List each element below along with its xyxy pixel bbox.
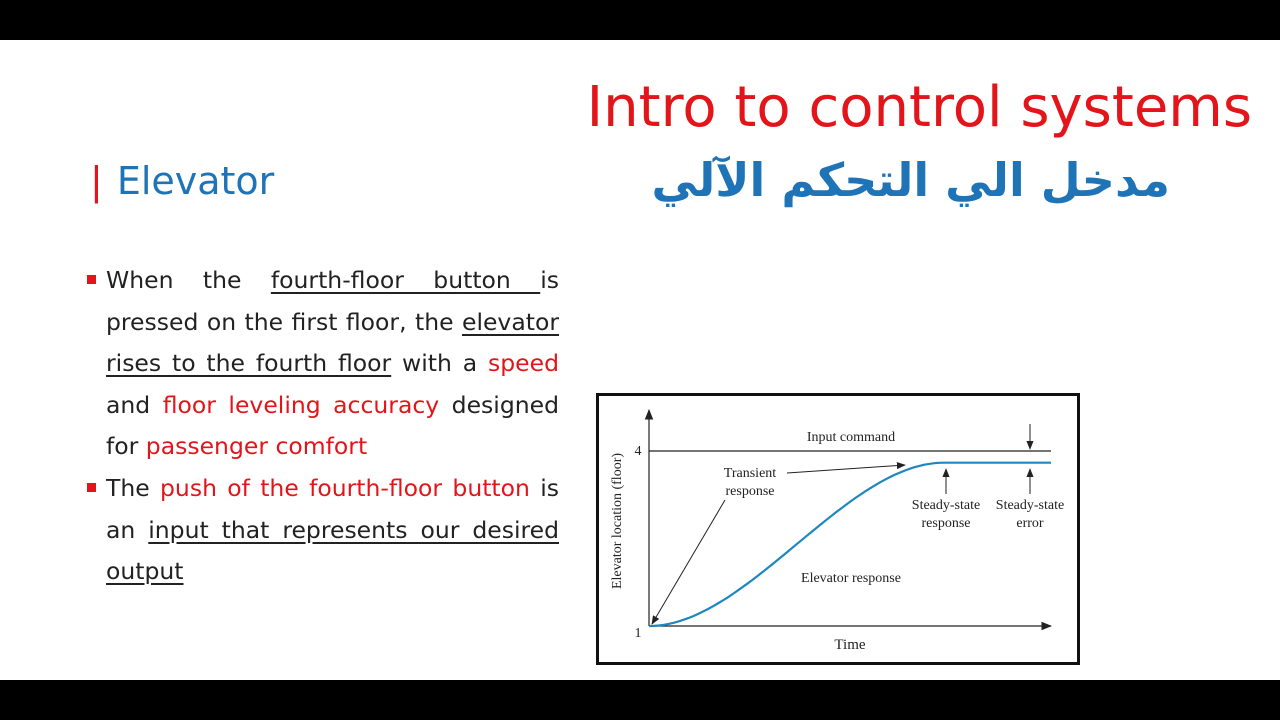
y-tick-4: 4 <box>634 444 642 459</box>
y-tick-1: 1 <box>634 626 642 641</box>
bullet-text-segment: speed <box>488 349 559 378</box>
response-chart <box>599 396 1077 662</box>
steady-state-error-line2: error <box>1016 516 1044 531</box>
x-axis-label: Time <box>834 637 866 653</box>
y-axis-label: Elevator location (floor) <box>610 452 625 590</box>
elevator-response-figure <box>596 393 1080 665</box>
slide <box>0 40 1280 680</box>
input-command-label: Input command <box>806 430 896 445</box>
section-heading <box>90 158 274 204</box>
steady-state-error-line1: Steady-state <box>995 498 1065 513</box>
bullet-item <box>86 468 559 593</box>
elevator-response-curve <box>649 463 1051 626</box>
bullet-item <box>86 260 559 468</box>
bullet-text-segment: fourth-floor button <box>270 266 541 294</box>
elevator-response-label: Elevator response <box>801 571 901 586</box>
bullet-text-segment: designed for <box>106 390 559 461</box>
bullet-text-segment: input that represents our desired output <box>106 515 559 586</box>
bullet-text-segment: is an <box>106 473 559 544</box>
transient-label-line1: Transient <box>723 466 777 481</box>
bullet-text-segment: and <box>106 390 163 419</box>
bullet-text-segment: The <box>106 473 161 502</box>
bullet-square-icon <box>87 483 96 492</box>
bullet-text-segment: is pressed on the first floor, the <box>106 266 559 336</box>
bullet-text-segment: passenger comfort <box>145 432 368 461</box>
bullet-text-segment: When the <box>106 266 271 294</box>
section-heading-text: Elevator <box>116 159 275 203</box>
bullet-text-segment: with a <box>391 349 488 378</box>
bullet-list <box>86 260 559 593</box>
transient-label-line2: response <box>725 484 775 499</box>
bullet-text-segment: elevator rises to the fourth floor <box>106 307 559 378</box>
slide-title-arabic: مدخل الي التحكم الآلي <box>651 153 1170 207</box>
bullet-text-segment: floor leveling accuracy <box>162 390 440 419</box>
steady-state-response-line2: response <box>921 516 971 531</box>
accent-bar-icon: | <box>90 159 103 203</box>
slide-title: Intro to control systems <box>586 75 1252 140</box>
steady-state-response-line1: Steady-state <box>911 498 981 513</box>
bullet-square-icon <box>87 275 96 284</box>
transient-arrow-to-curve <box>787 465 905 473</box>
bullet-text-segment: push of the fourth-floor button <box>160 473 530 502</box>
